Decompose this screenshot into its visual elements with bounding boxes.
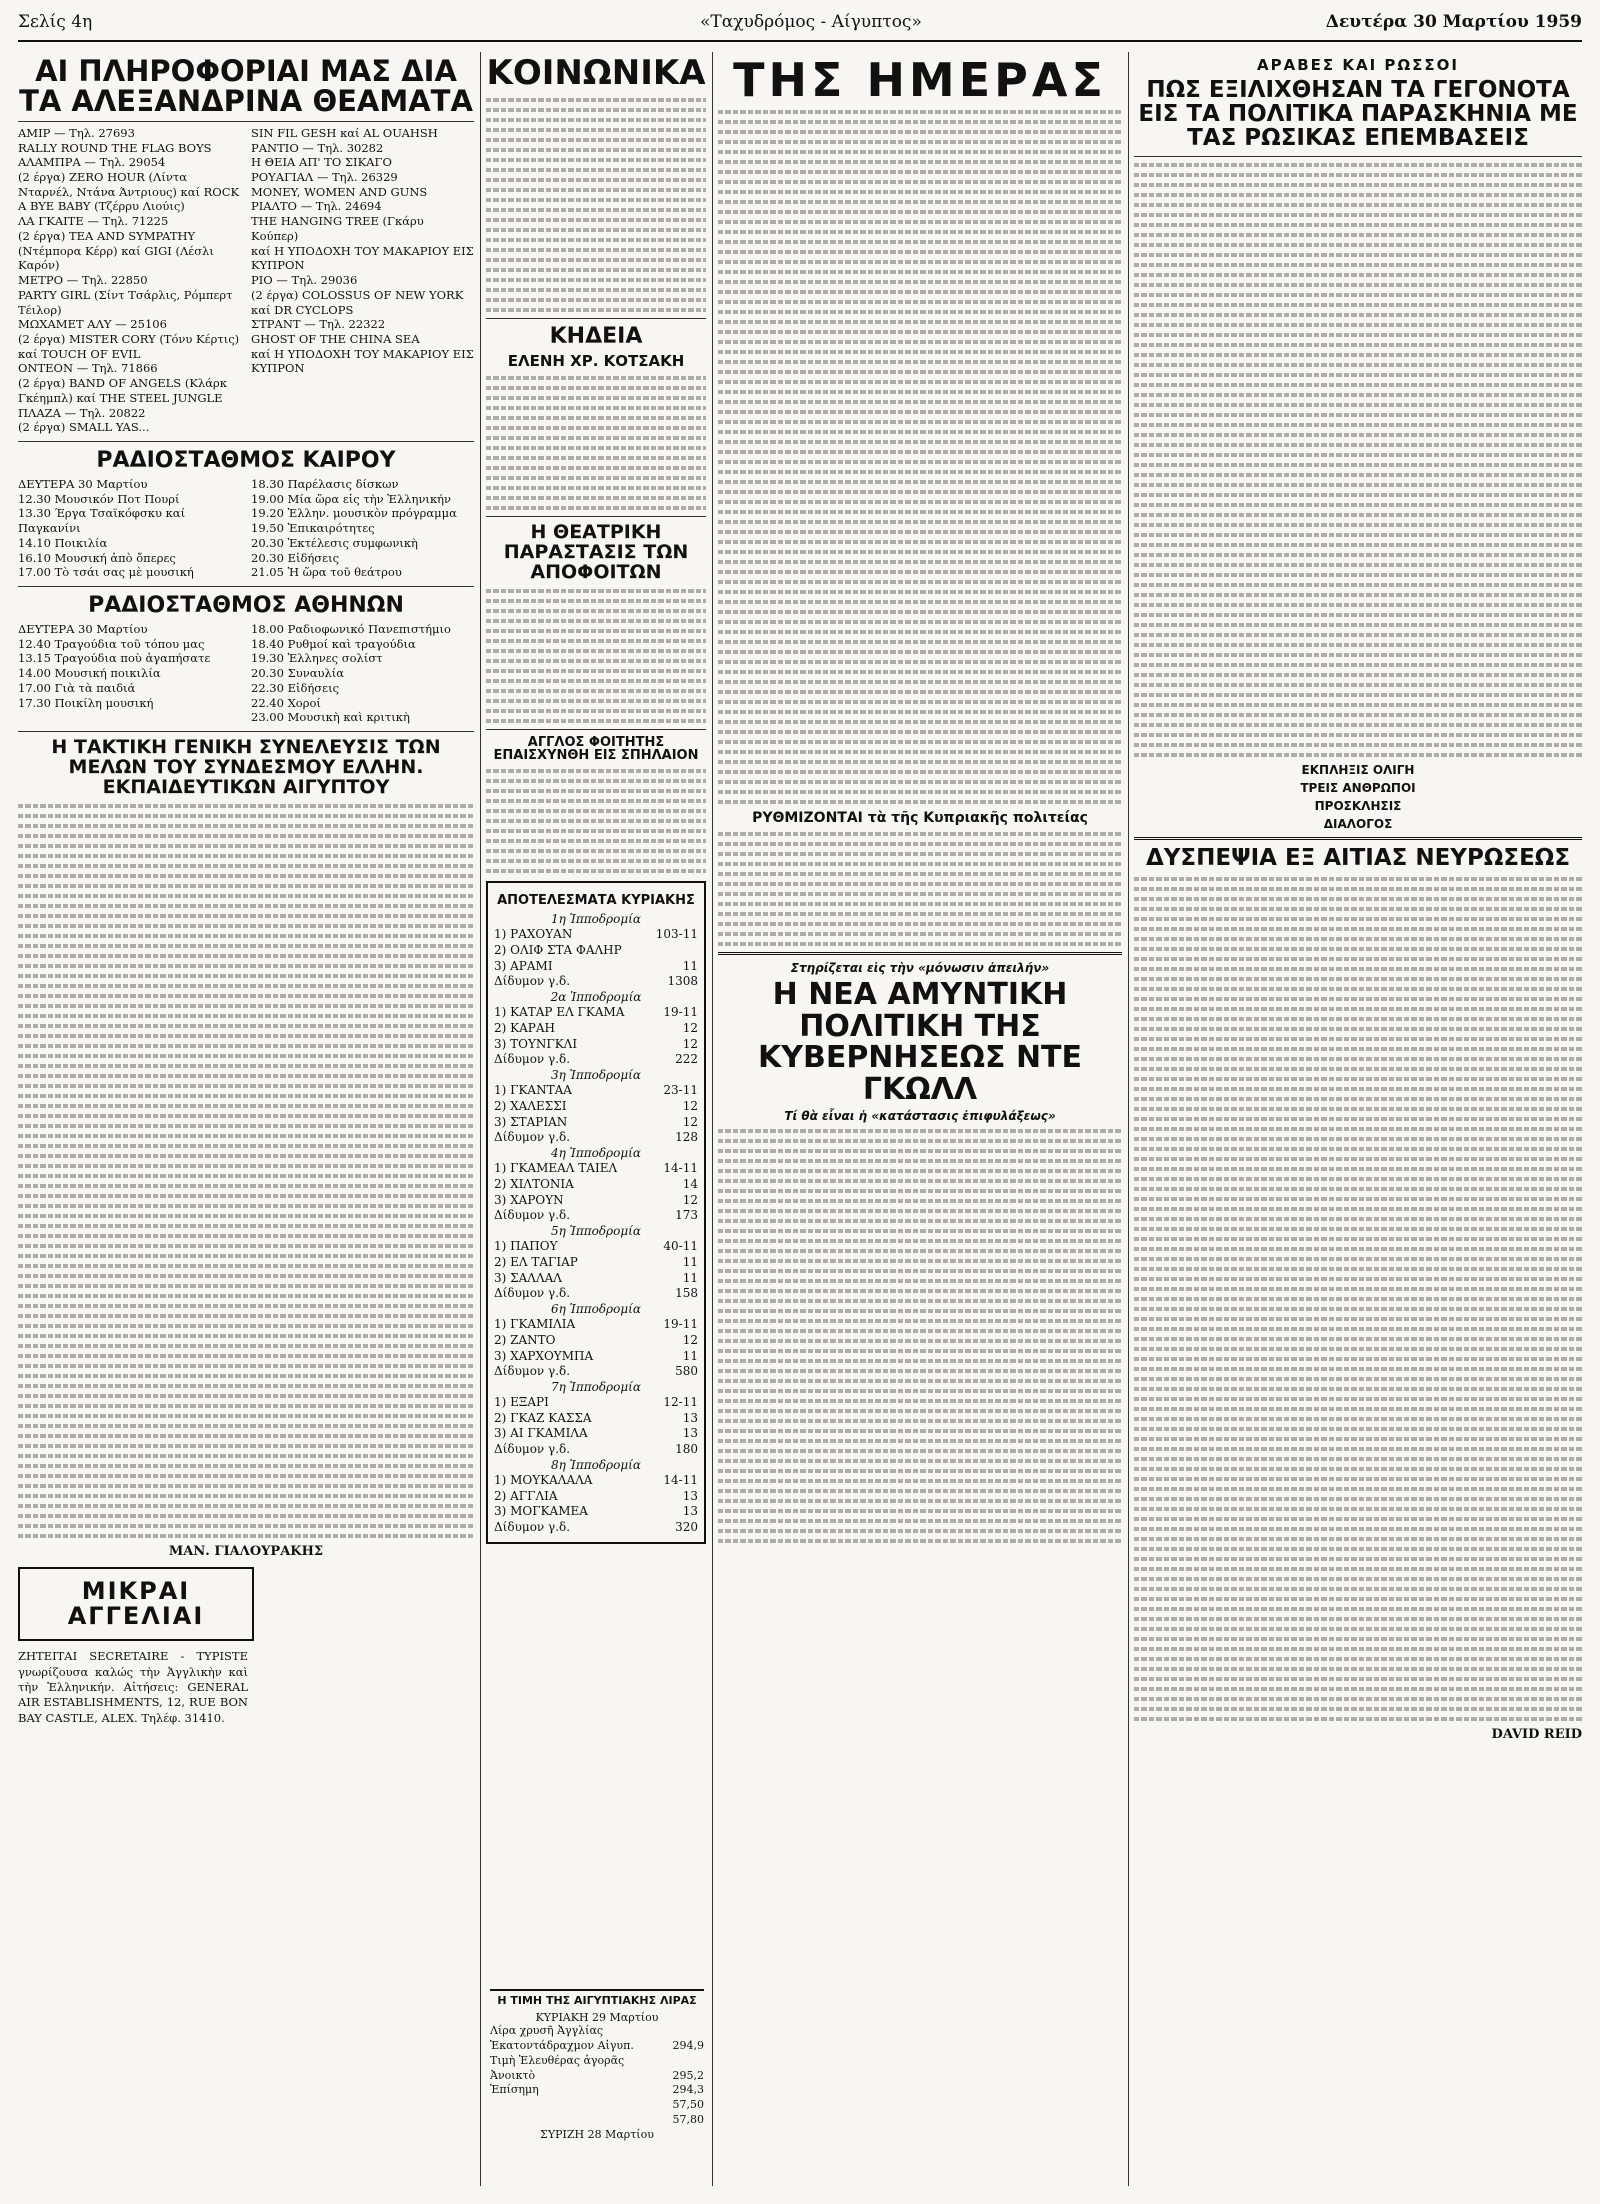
horse-name: 2) ΖΑΝΤΟ <box>494 1332 556 1347</box>
cinema-listing: καί Η ΥΠΟΔΟΧΗ ΤΟΥ ΜΑΚΑΡΙΟΥ ΕΙΣ ΚΥΠΡΟΝ <box>251 243 474 273</box>
race-result-row <box>494 1239 698 1255</box>
radio-program-item: 19.00 Μία ὥρα εἰς τὴν Ἑλληνικήν <box>251 491 452 506</box>
radio-athens-schedule-left <box>18 622 241 725</box>
race-payout: 14-11 <box>663 1161 698 1176</box>
issue-date: Δευτέρα 30 Μαρτίου 1959 <box>1325 12 1582 32</box>
arab-russian-text <box>1134 163 1582 757</box>
horse-name: 1) ΠΑΠΟΥ <box>494 1239 558 1254</box>
horse-name: 3) ΣΑΛΛΑΛ <box>494 1270 562 1285</box>
subhead-threats: ΕΚΠΛΗΞΙΣ ΟΛΙΓΗ <box>1301 763 1415 778</box>
price-label: Ἑκατοντάδραχμον Αἰγυπ. <box>490 2038 634 2052</box>
cinema-listing: ΛΑ ΓΚΑΙΤΕ — Τηλ. 71225 <box>18 214 169 229</box>
race-result-row <box>494 959 698 975</box>
radio-program-item: ΔΕΥΤΕΡΑ 30 Μαρτίου <box>18 476 148 491</box>
pound-price-footer: ΣΥΡΙΖΗ 28 Μαρτίου <box>540 2127 654 2141</box>
horse-name: 1) ΓΚΑΜΙΛΙΑ <box>494 1317 576 1332</box>
horse-name: Δίδυμον γ.δ. <box>494 974 571 989</box>
race-payout: 13 <box>682 1410 698 1425</box>
radio-program-item: 12.30 Μουσικόν Ποτ Πουρί <box>18 491 180 506</box>
horse-name: 1) ΓΚΑΜΕΑΛ ΤΑΙΕΛ <box>494 1161 618 1176</box>
race-payout: 1308 <box>667 974 698 989</box>
radio-program-item: 20.30 Ἐκτέλεσις συμφωνικὴ <box>251 535 418 550</box>
pound-price-list <box>490 2024 704 2128</box>
horse-name: 2) ΧΙΛΤΟΝΙΑ <box>494 1176 574 1191</box>
radio-program-item: ΔΕΥΤΕΡΑ 30 Μαρτίου <box>18 622 148 636</box>
race-result-row <box>494 1099 698 1115</box>
pound-price-date: ΚΥΡΙΑΚΗ 29 Μαρτίου <box>535 2011 659 2024</box>
race-number: 8η Ἱπποδρομία <box>551 1457 641 1472</box>
pound-price-box <box>490 1985 704 2141</box>
radio-program-item: 19.30 Ἑλληνες σολίστ <box>251 651 383 666</box>
radio-program-item: 22.30 Εἰδήσεις <box>251 680 340 695</box>
price-value: 295,2 <box>672 2068 704 2082</box>
pound-price-title: Η ΤΙΜΗ ΤΗΣ ΑΙΓΥΠΤΙΑΚΗΣ ΛΙΡΑΣ <box>490 1989 704 2007</box>
race-payout: 40-11 <box>663 1239 698 1254</box>
race-number: 2α Ἱπποδρομία <box>550 989 642 1004</box>
theater-text <box>486 589 706 723</box>
race-payout: 12 <box>682 1021 698 1036</box>
funeral-name: ΕΛΕΝΗ ΧΡ. ΚΟΤΣΑΚΗ <box>507 351 685 370</box>
horse-name: 1) ΡΑΧΟΥΑΝ <box>494 927 573 942</box>
cinema-listing: ΡΙΟ — Τηλ. 29036 <box>251 273 358 288</box>
horse-name: 1) ΕΞΑΡΙ <box>494 1395 549 1410</box>
cinema-listing: Η ΘΕΙΑ ΑΠ' ΤΟ ΣΙΚΑΓΟ <box>251 155 392 170</box>
radio-program-item: 18.00 Ραδιοφωνικό Πανεπιστήμιο <box>251 622 451 636</box>
horse-name: Δίδυμον γ.δ. <box>494 1364 571 1379</box>
race-result-row <box>494 1161 698 1177</box>
cinema-listing: ΜΩΧΑΜΕΤ ΑΛΥ — 25106 <box>18 317 167 332</box>
race-result-row <box>494 1489 698 1505</box>
cinema-listing: (2 έργα) ZERO HOUR (Λίντα Νταρνέλ, Ντάνα Άντριους) καί ROCK A BYE BABY (Τζέρρυ Λιούις) <box>18 170 240 214</box>
price-row <box>490 2098 704 2113</box>
price-label: Λίρα χρυσῆ Ἀγγλίας <box>490 2024 604 2037</box>
radio-athens-title: ΡΑΔΙΟΣΤΑΘΜΟΣ ΑΘΗΝΩΝ <box>88 593 404 618</box>
cinema-listing: (2 έργα) TEA AND SYMPATHY (Ντέμπορα Κέρρ) καί GIGI (Λέσλι Καρόν) <box>18 228 214 273</box>
cinema-listing: SIN FIL GESH καί AL OUAHSH <box>251 125 438 140</box>
race-result-row <box>494 1052 698 1068</box>
nato-subhead: ΡΥΘΜΙΖΟΝΤΑΙ τὰ τῆς Κυπριακῆς πολιτείας <box>752 810 1088 827</box>
race-results-box <box>486 881 706 1544</box>
assembly-signature: ΜΑΝ. ΓΙΑΛΟΥΡΑΚΗΣ <box>168 1543 324 1559</box>
race-payout: 23-11 <box>663 1083 698 1098</box>
nato-text <box>718 832 1122 946</box>
radio-program-item: 19.20 Ἑλλην. μουσικὸν πρόγραμμα <box>251 506 457 521</box>
cinema-listing: ΑΜΙΡ — Τηλ. 27693 <box>18 125 135 140</box>
race-payout: 12-11 <box>663 1395 698 1410</box>
race-result-row <box>494 1333 698 1349</box>
horse-name: 2) ΚΑΡΑΗ <box>494 1021 555 1036</box>
race-payout: 11 <box>682 1348 698 1363</box>
race-payout: 14-11 <box>663 1473 698 1488</box>
race-payout: 19-11 <box>663 1317 698 1332</box>
race-result-row <box>494 1317 698 1333</box>
horse-name: Δίδυμον γ.δ. <box>494 1130 571 1145</box>
main-headline: Η ΝΕΑ ΑΜΥΝΤΙΚΗ ΠΟΛΙΤΙΚΗ ΤΗΣ ΚΥΒΕΡΝΗΣΕΩΣ ΝΤΕ ΓΚΩΛΛ <box>757 977 1083 1107</box>
price-value: 294,9 <box>672 2038 704 2052</box>
race-payout: 14 <box>682 1176 698 1191</box>
race-payout: 222 <box>675 1052 698 1067</box>
theater-title: Η ΘΕΑΤΡΙΚΗ ΠΑΡΑΣΤΑΣΙΣ ΤΩΝ ΑΠΟΦΟΙΤΩΝ <box>503 520 689 583</box>
race-result-row <box>494 974 698 990</box>
race-payout: 12 <box>682 1114 698 1129</box>
radio-program-item: 17.00 Γιὰ τὰ παιδιά <box>18 680 136 695</box>
radio-program-item: 17.00 Τὸ τσάι σας μὲ μουσική <box>18 565 194 580</box>
price-label: Ἐπίσημη <box>490 2083 539 2097</box>
race-result-row <box>494 1349 698 1365</box>
page-number: Σελίς 4η <box>18 12 93 32</box>
arab-russian-kicker: ΑΡΑΒΕΣ ΚΑΙ ΡΩΣΣΟΙ <box>1257 56 1459 74</box>
horse-name: 1) ΚΑΤΑΡ ΕΛ ΓΚΑΜΑ <box>494 1005 625 1020</box>
student-text <box>486 769 706 873</box>
radio-cairo-title: ΡΑΔΙΟΣΤΑΘΜΟΣ ΚΑΙΡΟΥ <box>96 447 396 473</box>
race-result-row <box>494 1208 698 1224</box>
race-payout: 12 <box>682 1192 698 1207</box>
article-author: DAVID REID <box>1491 1726 1582 1742</box>
subhead-three-men: ΤΡΕΙΣ ΑΝΘΡΩΠΟΙ <box>1300 781 1416 796</box>
race-result-row <box>494 1177 698 1193</box>
race-result-row <box>494 1411 698 1427</box>
classifieds-title: ΜΙΚΡΑΙ ΑΓΓΕΛΙΑΙ <box>67 1576 205 1631</box>
radio-program-item: 21.05 Ἡ ὥρα τοῦ θεάτρου <box>251 565 402 580</box>
radio-program-item: 18.30 Παρέλασις δίσκων <box>251 476 399 491</box>
cinema-listing: (2 έργα) COLOSSUS OF NEW YORK καί DR CYCLOPS <box>251 287 464 317</box>
radio-program-item: 19.50 Ἐπικαιρότητες <box>251 521 375 536</box>
radio-program-item: 23.00 Μουσικὴ καὶ κριτικὴ <box>251 710 410 725</box>
price-row <box>490 2113 704 2128</box>
dyspepsia-headline: ΔΥΣΠΕΨΙΑ ΕΞ ΑΙΤΙΑΣ ΝΕΥΡΩΣΕΩΣ <box>1145 845 1571 872</box>
race-number: 5η Ἱπποδρομία <box>551 1223 641 1238</box>
race-result-row <box>494 1520 698 1536</box>
price-label: Ἀνοικτὸ <box>490 2068 536 2082</box>
race-result-row <box>494 1395 698 1411</box>
cinema-listing: ΠΛΑΖΑ — Τηλ. 20822 <box>18 405 146 420</box>
cinema-listing: GHOST OF THE CHINA SEA <box>251 331 420 346</box>
horse-name: 3) ΜΟΓΚΑΜΕΑ <box>494 1504 588 1519</box>
funeral-text <box>486 376 706 510</box>
race-result-row <box>494 1473 698 1489</box>
race-payout: 173 <box>675 1208 698 1223</box>
race-payout: 103-11 <box>655 927 698 942</box>
horse-name: 1) ΓΚΑΝΤΑΑ <box>494 1083 572 1098</box>
column-text <box>718 110 1122 804</box>
price-row <box>490 2039 704 2054</box>
radio-program-item: 13.30 Έργα Τσαϊκόφσκυ καί Παγκανίνι <box>18 506 186 536</box>
section-title: ΤΗΣ ΗΜΕΡΑΣ <box>733 53 1107 107</box>
race-number: 4η Ἱπποδρομία <box>551 1145 641 1160</box>
horse-name: 3) ΑΡΑΜΙ <box>494 958 553 973</box>
cinema-listing: (2 έργα) BAND OF ANGELS (Κλάρκ Γκέημπλ) καί THE STEEL JUNGLE <box>18 376 227 405</box>
race-number: 3η Ἱπποδρομία <box>551 1067 641 1082</box>
horse-name: 2) ΧΑΛΕΣΣΙ <box>494 1099 567 1113</box>
race-payout: 13 <box>682 1504 698 1519</box>
horse-name: Δίδυμον γ.δ. <box>494 1442 571 1457</box>
price-row <box>490 2024 704 2039</box>
column-3 <box>718 52 1122 2182</box>
race-result-row <box>494 1037 698 1053</box>
radio-athens-schedule-right <box>251 622 474 725</box>
race-result-row <box>494 1286 698 1302</box>
price-value: 294,3 <box>672 2083 704 2097</box>
price-row <box>490 2054 704 2069</box>
race-payout: 11 <box>682 1270 698 1285</box>
main-kicker: Στηρίζεται εἰς τὴν «μόνωσιν ἀπειλήν» <box>790 961 1050 976</box>
column-2 <box>486 52 706 2182</box>
horse-name: 2) ΑΓΓΛΙΑ <box>494 1488 558 1503</box>
price-value: 57,50 <box>672 2098 704 2112</box>
cinema-listing: (2 έργα) MISTER CORY (Τόνυ Κέρτις) καί TOUCH OF EVIL <box>18 331 240 361</box>
horse-name: Δίδυμον γ.δ. <box>494 1286 571 1301</box>
radio-program-item: 20.30 Συναυλία <box>251 666 345 681</box>
cinema-listing: ΡΟΥΑΓΙΑΛ — Τηλ. 26329 <box>251 170 398 185</box>
race-result-row <box>494 1193 698 1209</box>
price-row <box>490 2083 704 2098</box>
assembly-headline: Η ΤΑΚΤΙΚΗ ΓΕΝΙΚΗ ΣΥΝΕΛΕΥΣΙΣ ΤΩΝ ΜΕΛΩΝ ΤΟΥ ΣΥΝΔΕΣΜΟΥ ΕΛΛΗΝ. ΕΚΠΑΙΔΕΥΤΙΚΩΝ ΑΙΓΥΠΤΟΥ <box>51 736 441 798</box>
cinema-list-right <box>251 126 474 435</box>
race-result-row <box>494 1364 698 1380</box>
arab-russian-headline: ΠΩΣ ΕΞΙΛΙΧΘΗΣΑΝ ΤΑ ΓΕΓΟΝΟΤΑ ΕΙΣ ΤΑ ΠΟΛΙΤΙΚΑ ΠΑΡΑΣΚΗΝΙΑ ΜΕ ΤΑΣ ΡΩΣΙΚΑΣ ΕΠΕΜΒΑΣΕΙΣ <box>1138 77 1578 152</box>
radio-program-item: 16.10 Μουσική ἀπὸ ὄπερες <box>18 550 176 565</box>
race-result-row <box>494 1021 698 1037</box>
radio-program-item: 14.00 Μουσική ποικιλία <box>18 666 161 681</box>
race-result-row <box>494 1130 698 1146</box>
race-results-title: ΑΠΟΤΕΛΕΣΜΑΤΑ ΚΥΡΙΑΚΗΣ <box>497 892 695 908</box>
cinema-listing: PARTY GIRL (Σίντ Τσάρλις, Ρόμπερτ Τέιλορ) <box>18 287 233 317</box>
race-payout: 158 <box>675 1286 698 1301</box>
radio-program-item: 12.40 Τραγούδια τοῦ τόπου μας <box>18 636 205 651</box>
social-text <box>486 98 706 312</box>
race-payout: 180 <box>675 1442 698 1457</box>
subhead-invitation: ΠΡΟΣΚΛΗΣΙΣ <box>1314 799 1402 814</box>
radio-cairo-schedule-left <box>18 477 241 580</box>
race-result-row <box>494 1271 698 1287</box>
cinema-list-left <box>18 126 241 435</box>
race-number: 7η Ἱπποδρομία <box>551 1379 641 1394</box>
race-result-row <box>494 1504 698 1520</box>
student-title: ΑΓΓΛΟΣ ΦΟΙΤΗΤΗΣ ΕΠΑΙΣΧΥΝΘΗ ΕΙΣ ΣΠΗΛΑΙΟΝ <box>493 734 699 764</box>
race-result-row <box>494 1005 698 1021</box>
horse-name: 2) ΟΛΙΦ ΣΤΑ ΦΑΛΗΡ <box>494 943 622 958</box>
paper-name: «Ταχυδρόμος - Αίγυπτος» <box>700 12 922 32</box>
radio-program-item: 20.30 Εἰδήσεις <box>251 550 340 565</box>
horse-name: 3) ΑΙ ΓΚΑΜΙΛΑ <box>494 1426 588 1441</box>
column-1 <box>18 52 474 2182</box>
cinema-listing: ΣΤΡΑΝΤ — Τηλ. 22322 <box>251 317 386 332</box>
horse-name: 3) ΧΑΡΟΥΝ <box>494 1192 564 1207</box>
race-result-row <box>494 943 698 959</box>
race-payout: 12 <box>682 1099 698 1113</box>
race-payout: 19-11 <box>663 1005 698 1020</box>
race-payout: 13 <box>682 1426 698 1441</box>
classified-ad: ΖΗΤΕΙΤΑΙ SECRETAIRE - TYPISTE γνωρίζουσα καλώς τὴν Ἀγγλικὴν καὶ τὴν Ἑλληνικήν. Αἰτήσεις: GENERAL AIR ESTABLISHMENTS, 12, RUE BON BAY CASTLE, ALEX. Τηλέφ. 31410. <box>18 1649 248 1725</box>
radio-program-item: 14.10 Ποικιλία <box>18 535 108 550</box>
cinema-listing: RALLY ROUND THE FLAG BOYS <box>18 140 212 155</box>
dyspepsia-text <box>1134 877 1582 1721</box>
race-result-row <box>494 1255 698 1271</box>
cinema-headline: ΑΙ ΠΛΗΡΟΦΟΡΙΑΙ ΜΑΣ ΔΙΑ ΤΑ ΑΛΕΞΑΝΔΡΙΝΑ ΘΕΑΜΑΤΑ <box>19 54 473 119</box>
classifieds-box <box>18 1567 254 1641</box>
horse-name: 2) ΕΛ ΤΑΓΙΑΡ <box>494 1254 578 1269</box>
cinema-listing: ΟΝΤΕΟΝ — Τηλ. 71866 <box>18 361 158 376</box>
social-title: ΚΟΙΝΩΝΙΚΑ <box>486 53 706 93</box>
race-payout: 12 <box>682 1036 698 1051</box>
price-row <box>490 2069 704 2084</box>
race-payout: 11 <box>682 1254 698 1269</box>
radio-program-item: 13.15 Τραγούδια ποὺ ἀγαπήσατε <box>18 651 211 666</box>
race-result-row <box>494 1083 698 1099</box>
race-results-list <box>494 912 698 1536</box>
subhead-dialogue: ΔΙΑΛΟΓΟΣ <box>1323 817 1393 832</box>
horse-name: 2) ΓΚΑΖ ΚΑΣΣΑ <box>494 1410 592 1425</box>
horse-name: Δίδυμον γ.δ. <box>494 1520 571 1535</box>
cinema-listing: καί Η ΥΠΟΔΟΧΗ ΤΟΥ ΜΑΚΑΡΙΟΥ ΕΙΣ ΚΥΠΡΟΝ <box>251 346 474 376</box>
horse-name: 3) ΧΑΡΧΟΥΜΠΑ <box>494 1348 594 1363</box>
cinema-listing: (2 έργα) SMALL YAS... <box>18 420 150 435</box>
race-result-row <box>494 1442 698 1458</box>
race-payout: 13 <box>682 1488 698 1503</box>
race-result-row <box>494 1115 698 1131</box>
horse-name: Δίδυμον γ.δ. <box>494 1208 571 1223</box>
cinema-listing: ΑΛΑΜΠΡΑ — Τηλ. 29054 <box>18 155 166 170</box>
horse-name: 3) ΤΟΥΝΓΚΛΙ <box>494 1036 578 1051</box>
assembly-article-text <box>18 804 474 1538</box>
radio-program-item: 18.40 Ρυθμοί καὶ τραγούδια <box>251 636 416 651</box>
radio-program-item: 22.40 Χοροί <box>251 695 321 710</box>
horse-name: Δίδυμον γ.δ. <box>494 1052 571 1067</box>
main-deck: Τί θὰ εἶναι ἡ «κατάστασις ἐπιφυλάξεως» <box>784 1109 1056 1124</box>
race-result-row <box>494 1426 698 1442</box>
masthead <box>0 0 1600 48</box>
race-payout: 11 <box>682 958 698 973</box>
radio-program-item: 17.30 Ποικίλη μουσική <box>18 695 154 710</box>
race-number: 1η Ἱπποδρομία <box>551 911 641 926</box>
funeral-title: ΚΗΔΕΙΑ <box>549 323 643 349</box>
radio-cairo-schedule-right <box>251 477 474 580</box>
race-number: 6η Ἱπποδρομία <box>551 1301 641 1316</box>
price-value: 57,80 <box>672 2113 704 2127</box>
price-label: Τιμὴ Ἐλευθέρας ἀγορᾶς <box>490 2053 625 2067</box>
horse-name: 1) ΜΟΥΚΑΛΑΛΑ <box>494 1473 593 1488</box>
cinema-listing: MONEY, WOMEN AND GUNS <box>251 184 428 199</box>
cinema-listing: THE HANGING TREE (Γκάρυ Κούπερ) <box>251 214 424 243</box>
main-article-text <box>718 1129 1122 1543</box>
race-payout: 320 <box>675 1520 698 1535</box>
race-payout: 128 <box>675 1130 698 1145</box>
column-4 <box>1134 52 1582 2182</box>
race-payout: 580 <box>675 1364 698 1379</box>
cinema-listing: ΡΙΑΛΤΟ — Τηλ. 24694 <box>251 199 382 214</box>
race-result-row <box>494 927 698 943</box>
race-payout: 12 <box>682 1332 698 1347</box>
horse-name: 3) ΣΤΑΡΙΑΝ <box>494 1114 568 1129</box>
cinema-listing: ΡΑΝΤΙΟ — Τηλ. 30282 <box>251 140 384 155</box>
cinema-listing: ΜΕΤΡΟ — Τηλ. 22850 <box>18 273 148 288</box>
